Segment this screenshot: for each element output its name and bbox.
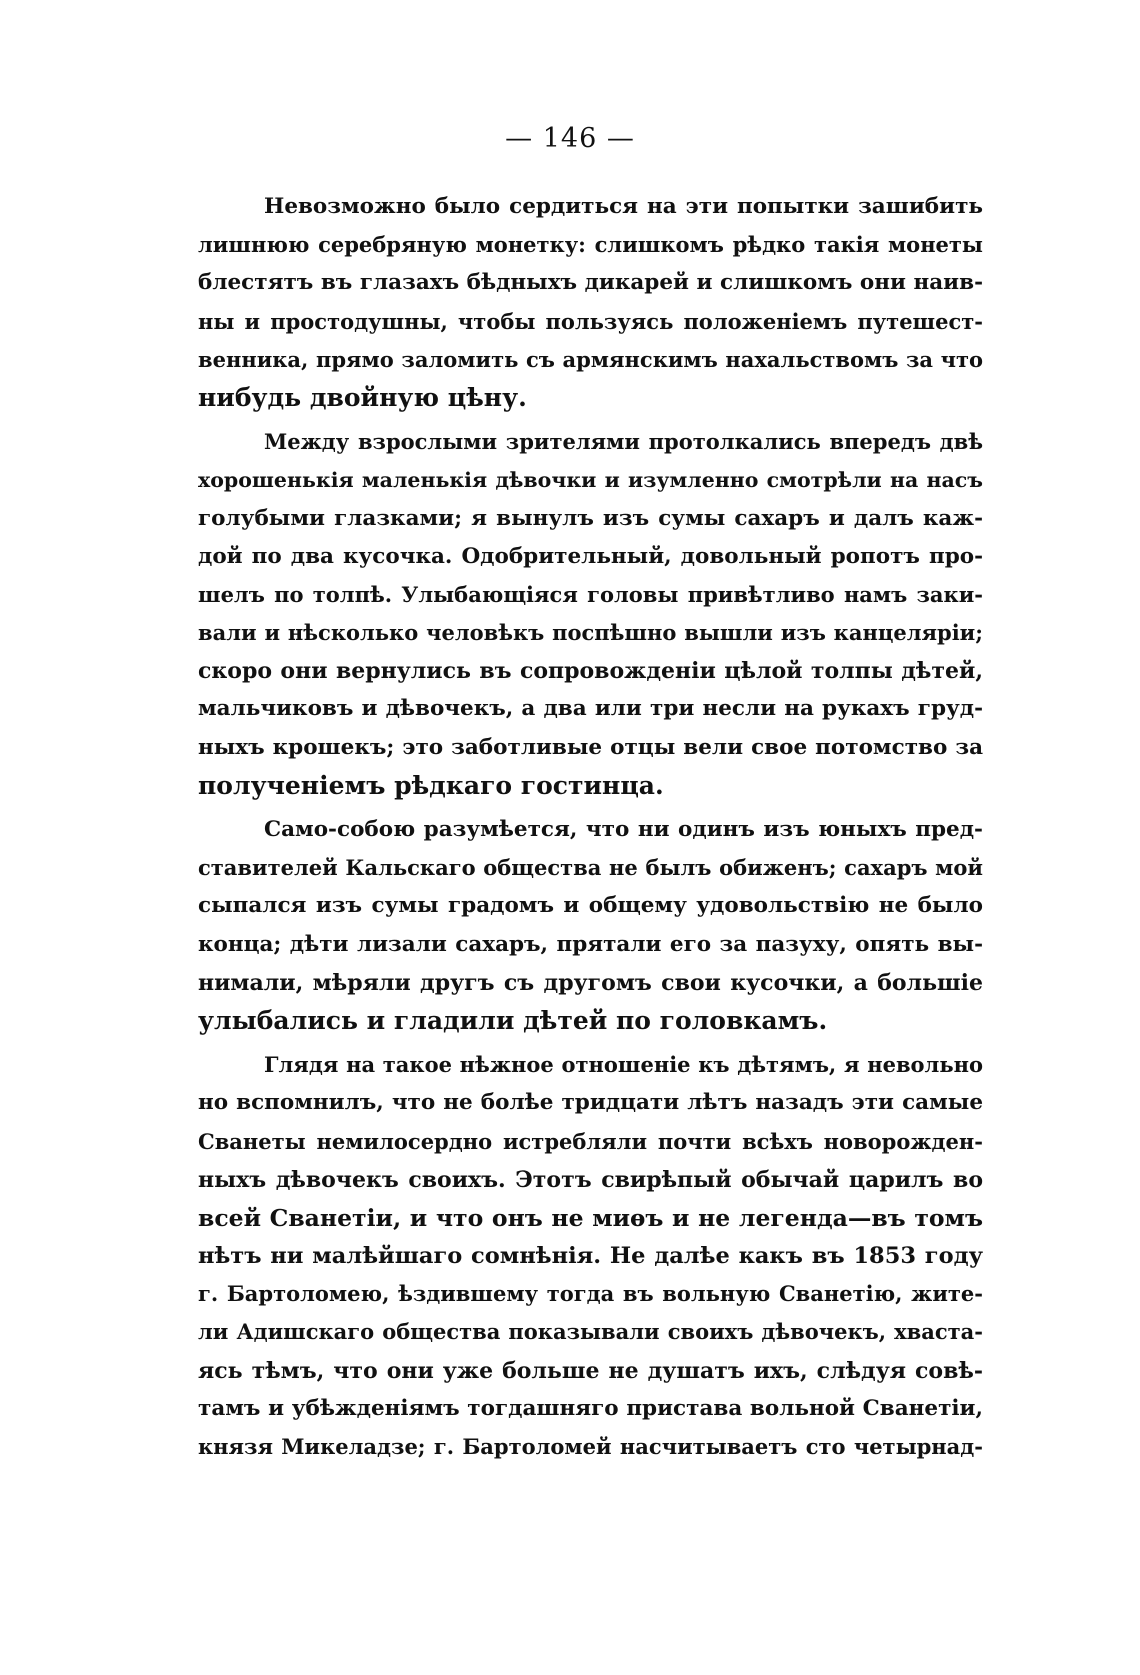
text-line: мальчиковъ и дѣвочекъ, а два или три несли на рукахъ груд- bbox=[198, 696, 983, 722]
text-line: ныхъ крошекъ; это заботливые отцы вели свое потомство за bbox=[198, 734, 983, 760]
text-line: нимали, мѣряли другъ съ другомъ свои кусочки, а большіе bbox=[198, 969, 983, 996]
text-line: хорошенькія маленькія дѣвочки и изумленно смотрѣли на насъ bbox=[198, 468, 983, 493]
text-line: князя Микеладзе; г. Бартоломей насчитываетъ сто четырнад- bbox=[198, 1434, 983, 1459]
text-line: ставителей Кальскаго общества не былъ обиженъ; сахаръ мой bbox=[198, 855, 983, 881]
text-line: Глядя на такое нѣжное отношеніе къ дѣтямъ, я невольно bbox=[264, 1052, 983, 1078]
text-line: Невозможно было сердиться на эти попытки зашибить bbox=[264, 194, 983, 219]
text-line: ясь тѣмъ, что они уже больше не душатъ ихъ, слѣдуя совѣ- bbox=[198, 1357, 983, 1384]
text-line: тамъ и убѣжденіямъ тогдашняго пристава вольной Сванетіи, bbox=[198, 1395, 983, 1421]
text-line: Сванеты немилосердно истребляли почти всѣхъ новорожден- bbox=[198, 1128, 983, 1154]
paragraph bbox=[198, 1046, 983, 1466]
text-line: полученіемъ рѣдкаго гостинца. bbox=[198, 770, 664, 800]
text-line: блестятъ въ глазахъ бѣдныхъ дикарей и слишкомъ они наив- bbox=[198, 270, 983, 296]
text-line: ныхъ дѣвочекъ своихъ. Этотъ свирѣпый обычай царилъ во bbox=[198, 1166, 983, 1193]
text-line: нибудь двойную цѣну. bbox=[198, 382, 527, 412]
text-line: г. Бартоломею, ѣздившему тогда въ вольную Сванетію, жите- bbox=[198, 1281, 983, 1307]
text-line: шелъ по толпѣ. Улыбающіяся головы привѣтливо намъ заки- bbox=[198, 581, 983, 607]
text-line: голубыми глазками; я вынулъ изъ сумы сахаръ и далъ каж- bbox=[198, 505, 983, 531]
text-line: но вспомнилъ, что не болѣе тридцати лѣтъ назадъ эти самые bbox=[198, 1090, 983, 1116]
text-line: лишнюю серебряную монетку: слишкомъ рѣдко такія монеты bbox=[198, 232, 983, 258]
body-text bbox=[198, 188, 983, 1472]
paragraph bbox=[198, 811, 983, 1040]
text-line: вали и нѣсколько человѣкъ поспѣшно вышли изъ канцеляріи; bbox=[198, 620, 983, 646]
text-line: ли Адишскаго общества показывали своихъ дѣвочекъ, хваста- bbox=[198, 1319, 983, 1345]
text-line: всей Сванетіи, и что онъ не миѳъ и не легенда—въ томъ bbox=[198, 1203, 983, 1232]
text-line: Само-собою разумѣется, что ни одинъ изъ юныхъ пред- bbox=[264, 817, 983, 842]
text-line: Между взрослыми зрителями протолкались впередъ двѣ bbox=[264, 429, 983, 455]
text-line: конца; дѣти лизали сахаръ, прятали его за пазуху, опять вы- bbox=[198, 931, 983, 957]
text-line: венника, прямо заломить съ армянскимъ нахальствомъ за что bbox=[198, 346, 983, 372]
paragraph bbox=[198, 423, 983, 805]
text-line: ны и простодушны, чтобы пользуясь положеніемъ путешест- bbox=[198, 308, 983, 334]
text-line: скоро они вернулись въ сопровожденіи цѣлой толпы дѣтей, bbox=[198, 658, 983, 685]
text-line: нѣтъ ни малѣйшаго сомнѣнія. Не далѣе какъ въ 1853 году bbox=[198, 1243, 983, 1270]
text-line: улыбались и гладили дѣтей по головкамъ. bbox=[198, 1005, 828, 1035]
text-line: дой по два кусочка. Одобрительный, довольный ропотъ про- bbox=[198, 543, 983, 569]
paragraph bbox=[198, 188, 983, 417]
text-line: сыпался изъ сумы градомъ и общему удовольствію не было bbox=[198, 893, 983, 919]
page-number: — 146 — bbox=[505, 123, 635, 154]
